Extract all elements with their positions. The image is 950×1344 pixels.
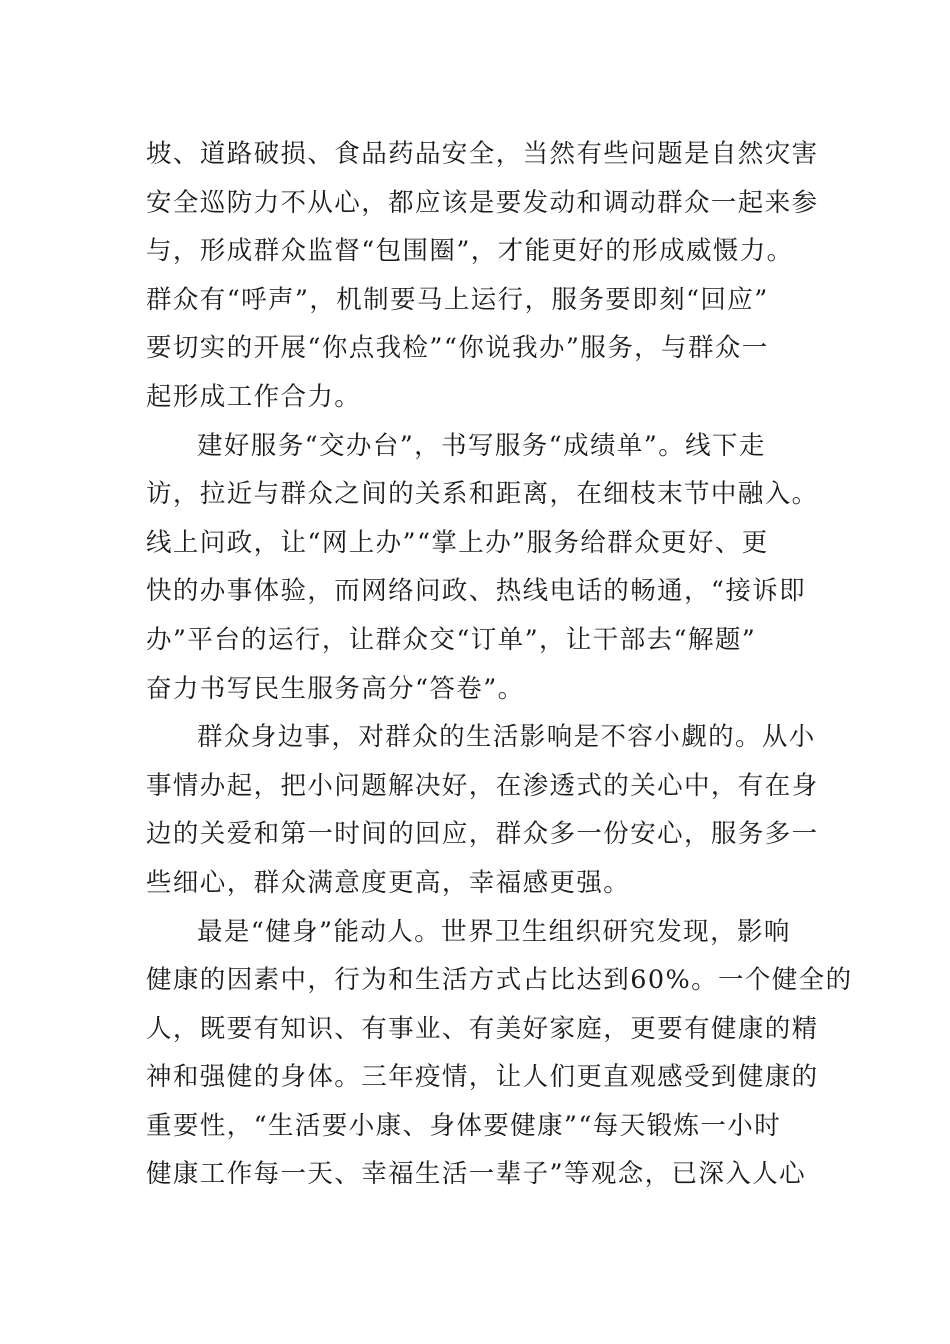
body-text: [146, 130, 853, 1199]
text-line: 边的关爱和第一时间的回应，群众多一份安心，服务多一: [146, 819, 819, 850]
text-line: 要切实的开展“你点我检”“你说我办”服务，与群众一: [146, 333, 769, 364]
text-line: 奋力书写民生服务高分“答卷”。: [146, 673, 525, 704]
paragraph-start-line: 建好服务“交办台”，书写服务“成绩单”。线下走: [197, 430, 766, 461]
text-line: 重要性，“生活要小康、身体要健康”“每天锻炼一小时: [146, 1110, 782, 1141]
text-line: 神和强健的身体。三年疫情，让人们更直观感受到健康的: [146, 1062, 819, 1093]
text-line: 事情办起，把小问题解决好，在渗透式的关心中，有在身: [146, 770, 819, 801]
text-line: 坡、道路破损、食品药品安全，当然有些问题是自然灾害: [146, 139, 819, 169]
paragraph-start-line: 最是“健身”能动人。世界卫生组织研究发现，影响: [197, 916, 791, 947]
text-line: 起形成工作合力。: [146, 381, 362, 412]
text-line: 办”平台的运行，让群众交“订单”，让干部去“解题”: [146, 624, 757, 655]
text-line: 访，拉近与群众之间的关系和距离，在细枝末节中融入。: [146, 479, 819, 510]
text-line: 健康的因素中，行为和生活方式占比达到60%。一个健全的: [146, 965, 853, 996]
text-line: 人，既要有知识、有事业、有美好家庭，更要有健康的精: [146, 1013, 819, 1044]
text-line: 健康工作每一天、幸福生活一辈子”等观念，已深入人心: [146, 1159, 807, 1190]
text-line: 与，形成群众监督“包围圈”，才能更好的形成威慑力。: [146, 236, 794, 267]
text-line: 安全巡防力不从心，都应该是要发动和调动群众一起来参: [146, 187, 819, 218]
text-line: 群众有“呼声”，机制要马上运行，服务要即刻“回应”: [146, 284, 769, 315]
text-line: 快的办事体验，而网络问政、热线电话的畅通，“接诉即: [146, 576, 807, 607]
paragraph-start-line: 群众身边事，对群众的生活影响是不容小觑的。从小: [197, 722, 816, 753]
text-line: 些细心，群众满意度更高，幸福感更强。: [146, 867, 631, 898]
text-line: 线上问政，让“网上办”“掌上办”服务给群众更好、更: [146, 527, 769, 558]
